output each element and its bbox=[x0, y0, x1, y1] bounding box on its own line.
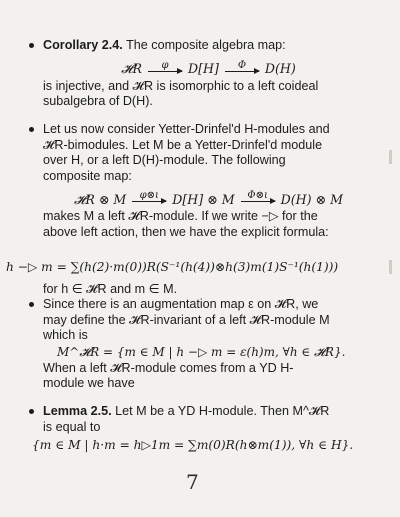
aug-line-2: may define the 𝓗R-invariant of a left 𝓗R-module M bbox=[43, 312, 330, 327]
diagram-middle: D[H] ⊗ M bbox=[172, 191, 235, 207]
yd-diagram bbox=[43, 185, 374, 207]
aug-line-5: module we have bbox=[43, 376, 135, 390]
yetter-drinfeld-item bbox=[29, 122, 374, 240]
arrow-icon: φ⊗ι bbox=[132, 191, 166, 207]
corollary-line-1: Corollary 2.4. The composite algebra map: bbox=[43, 38, 286, 52]
yd-line-7: for h ∈ 𝓗R and m ∈ M. bbox=[43, 282, 178, 296]
arrow-icon: Φ bbox=[225, 61, 259, 77]
yd-line-5: makes M a left 𝓗R-module. If we write −▷ for the bbox=[43, 209, 318, 223]
invariant-formula: M^𝓗R = {m ∈ M | h −▷ m = ε(h)m, ∀h ∈ 𝓗R}. bbox=[57, 344, 346, 359]
lemma-line-2: is equal to bbox=[43, 419, 101, 434]
bullet-icon bbox=[29, 302, 34, 307]
augmentation-item bbox=[29, 297, 374, 392]
lemma-item bbox=[29, 404, 374, 435]
yd-line-1: Let us now consider Yetter-Drinfel'd H-modules and bbox=[43, 122, 330, 136]
arrow-icon: φ bbox=[148, 61, 182, 77]
corollary-line-3: subalgebra of D(H). bbox=[43, 94, 153, 108]
diagram-source: 𝓗R bbox=[121, 61, 142, 76]
aug-line-3: which is bbox=[43, 328, 88, 342]
corollary-diagram bbox=[43, 55, 374, 77]
action-formula: h −▷ m = ∑(h(2)·m(0))R(S⁻¹(h(4))⊗h(3)m(1)S⁻¹(h(1))) bbox=[6, 260, 339, 274]
aug-line-1: Since there is an augmentation map ε on 𝓗R, we bbox=[43, 297, 319, 311]
page-number: 7 bbox=[186, 470, 199, 494]
yd-line-3: over H, or a left D(H)-module. The following bbox=[43, 153, 286, 167]
yd-line-2: 𝓗R-bimodules. Let M be a Yetter-Drinfel'd module bbox=[43, 137, 323, 152]
diagram-source: 𝓗R ⊗ M bbox=[73, 191, 127, 207]
diagram-target: D(H) ⊗ M bbox=[280, 191, 344, 207]
bullet-icon bbox=[29, 409, 34, 414]
corollary-label: Corollary 2.4. bbox=[43, 38, 123, 52]
scan-mark bbox=[389, 260, 392, 274]
corollary-line-2: is injective, and 𝓗R is isomorphic to a left coideal bbox=[43, 78, 319, 93]
corollary-item bbox=[29, 38, 374, 110]
lemma-label: Lemma 2.5. bbox=[43, 404, 112, 418]
diagram-target: D(H) bbox=[264, 61, 296, 76]
yd-line-4: composite map: bbox=[43, 168, 132, 183]
bullet-icon bbox=[29, 43, 34, 48]
bullet-icon bbox=[29, 127, 34, 132]
yd-line-6: above left action, then we have the explicit formula: bbox=[43, 224, 329, 239]
arrow-icon: Φ⊗ι bbox=[241, 191, 275, 207]
diagram-middle: D[H] bbox=[188, 61, 219, 76]
scan-mark bbox=[389, 150, 392, 164]
lemma-formula: {m ∈ M | h·m = h▷1m = ∑m(0)R(h⊗m(1)), ∀h ∈ H}. bbox=[32, 438, 354, 452]
aug-line-4: When a left 𝓗R-module comes from a YD H- bbox=[43, 360, 294, 375]
lemma-line-1: Lemma 2.5. Let M be a YD H-module. Then M^𝓗R bbox=[43, 404, 330, 418]
